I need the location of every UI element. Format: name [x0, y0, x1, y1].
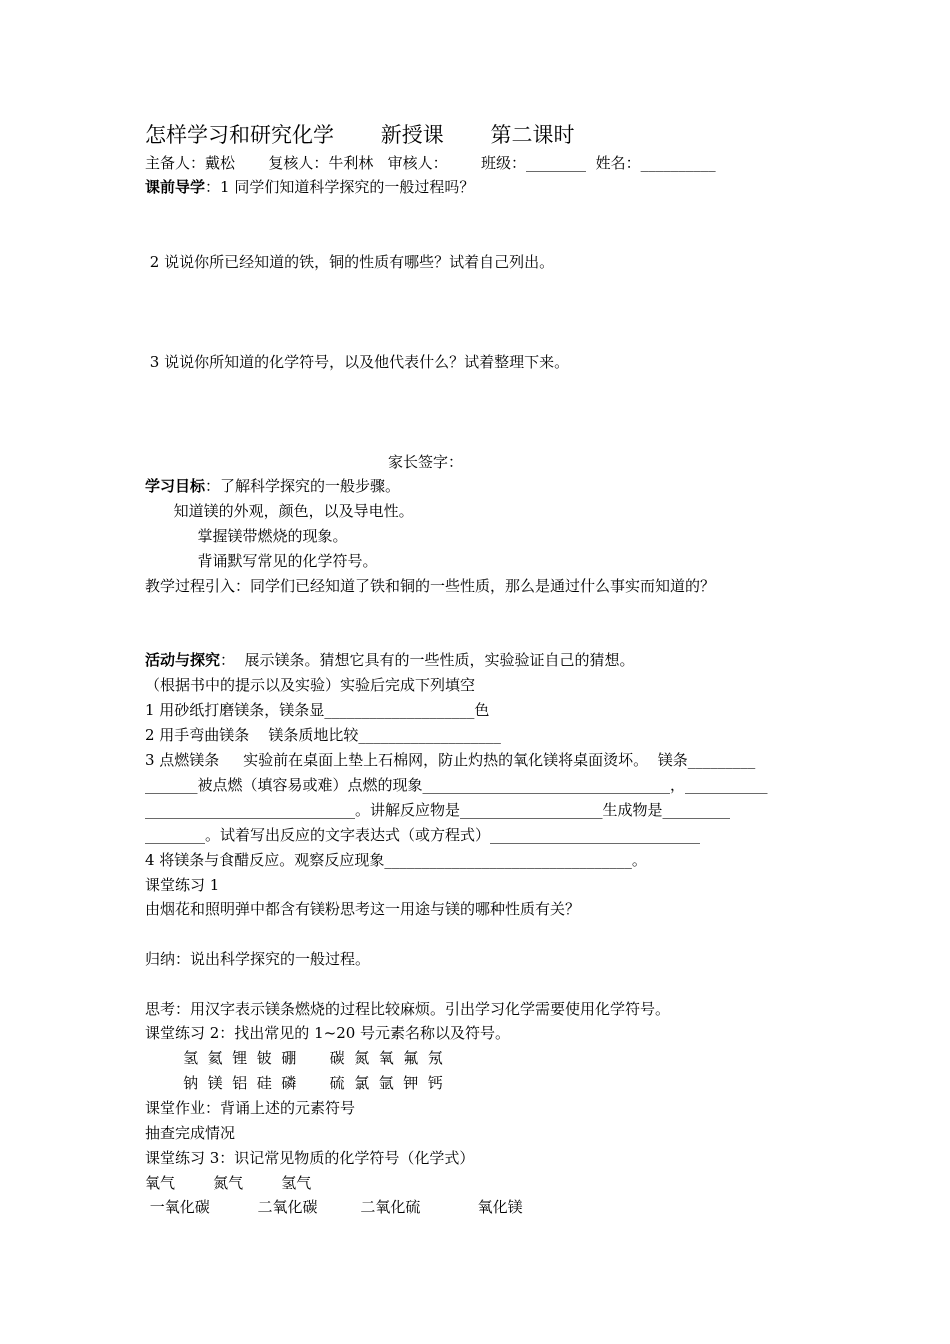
activity-line-9: 4 将镁条与食醋反应。观察反应现象_________________________________。 [145, 851, 647, 869]
check: 抽查完成情况 [145, 1124, 236, 1142]
activity-label: 活动与探究 [145, 651, 221, 669]
learning-goal-1 [145, 477, 400, 495]
practice-1-question: 由烟花和照明弹中都含有镁粉思考这一用途与镁的哪种性质有关？ [145, 900, 581, 918]
teaching-intro: 教学过程引入：同学们已经知道了铁和铜的一些性质，那么是通过什么事实而知道的？ [145, 577, 716, 595]
practice-3-title: 课堂练习 3：识记常见物质的化学符号（化学式） [145, 1149, 475, 1167]
activity-line-3: 1 用砂纸打磨镁条，镁条显____________________色 [145, 701, 490, 719]
preview-q1-text: ：1 同学们知道科学探究的一般过程吗？ [205, 178, 475, 196]
elements-row-2: 钠 镁 铝 硅 磷 硫 氯 氩 钾 钙 [145, 1074, 443, 1092]
activity-l1-text: ： 展示镁条。猜想它具有的一些性质，实验验证自己的猜想。 [220, 651, 635, 669]
activity-line-2: （根据书中的提示以及实验）实验后完成下列填空 [145, 676, 476, 694]
goals-label: 学习目标 [145, 477, 206, 495]
goal-1-text: ：了解科学探究的一般步骤。 [205, 477, 401, 495]
activity-line-5: 3 点燃镁条 实验前在桌面上垫上石棉网，防止灼热的氧化镁将桌面烫坏。 镁条_________ [145, 751, 756, 769]
page-title: 怎样学习和研究化学 新授课 第二课时 [145, 123, 575, 147]
preview-label: 课前导学 [145, 178, 206, 196]
header-info: 主备人：戴松 复核人：牛利林 审核人： 班级：________ 姓名：__________ [145, 154, 716, 172]
parent-signature: 家长签字： [388, 453, 464, 471]
practice-1-title: 课堂练习 1 [145, 876, 220, 894]
formula-row-1: 氧气 氮气 氢气 [145, 1174, 312, 1192]
think: 思考：用汉字表示镁条燃烧的过程比较麻烦。引出学习化学需要使用化学符号。 [145, 1000, 671, 1018]
learning-goal-4: 背诵默写常见的化学符号。 [145, 552, 378, 570]
preview-question-3: 3 说说你所知道的化学符号，以及他代表什么？试着整理下来。 [145, 353, 570, 371]
activity-line-7: ____________________________。讲解反应物是___________________生成物是_________ [145, 801, 731, 819]
elements-row-1: 氢 氦 锂 铍 硼 碳 氮 氧 氟 氖 [145, 1049, 443, 1067]
learning-goal-3: 掌握镁带燃烧的现象。 [145, 527, 348, 545]
summary: 归纳：说出科学探究的一般过程。 [145, 950, 371, 968]
homework: 课堂作业：背诵上述的元素符号 [145, 1099, 356, 1117]
activity-line-4: 2 用手弯曲镁条 镁条质地比较___________________ [145, 726, 501, 744]
practice-2-title: 课堂练习 2：找出常见的 1~20 号元素名称以及符号。 [145, 1024, 511, 1042]
activity-line-6: _______被点燃（填容易或难）点燃的现象_________________________________，___________ [145, 776, 768, 794]
activity-line-8: ________。试着写出反应的文字表达式（或方程式）____________________________ [145, 826, 701, 844]
preview-question-1 [145, 178, 474, 196]
formula-row-2: 一氧化碳 二氧化碳 二氧化硫 氧化镁 [145, 1198, 523, 1216]
learning-goal-2: 知道镁的外观，颜色，以及导电性。 [145, 502, 414, 520]
activity-line-1 [145, 651, 635, 669]
preview-question-2: 2 说说你所已经知道的铁，铜的性质有哪些？试着自己列出。 [145, 253, 555, 271]
